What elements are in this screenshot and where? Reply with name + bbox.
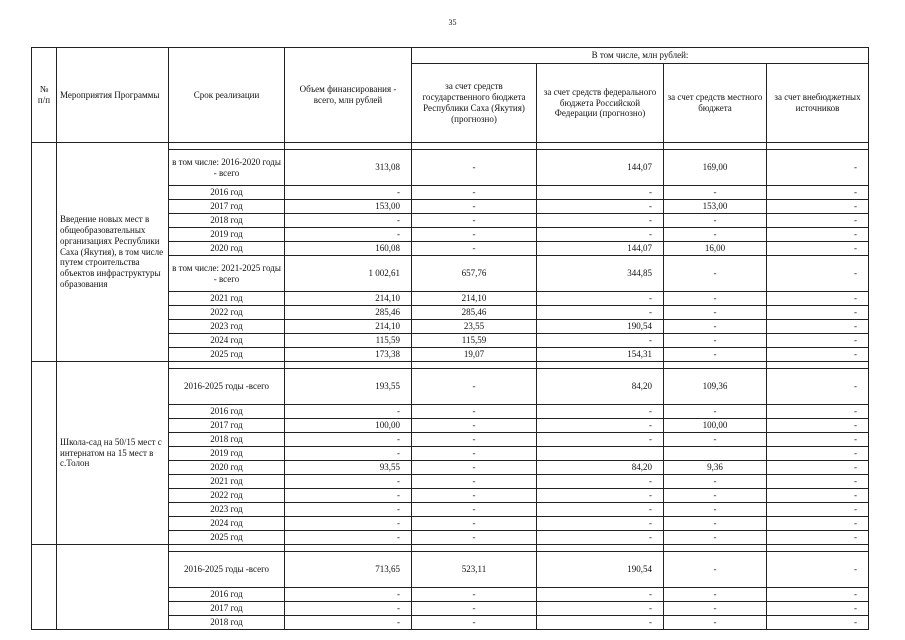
term-cell: 2022 год — [169, 489, 285, 503]
term-cell: 2024 год — [169, 334, 285, 348]
term-cell: в том числе: 2016-2020 годы - всего — [169, 150, 285, 186]
row-number-cell — [32, 545, 57, 630]
extra-budget-cell: - — [767, 348, 869, 362]
total-cell: 93,55 — [285, 461, 412, 475]
page-number: 35 — [448, 18, 457, 27]
federal-budget-cell: 190,54 — [537, 552, 664, 588]
term-cell: 2021 год — [169, 475, 285, 489]
term-cell: 2017 год — [169, 200, 285, 214]
extra-budget-cell: - — [767, 242, 869, 256]
spacer-cell — [767, 143, 869, 150]
total-cell: 214,10 — [285, 320, 412, 334]
total-cell: 713,65 — [285, 552, 412, 588]
federal-budget-cell: - — [537, 292, 664, 306]
total-cell: - — [285, 228, 412, 242]
spacer-cell — [537, 362, 664, 369]
extra-budget-cell: - — [767, 186, 869, 200]
local-budget-cell: 9,36 — [664, 461, 767, 475]
federal-budget-cell: - — [537, 531, 664, 545]
federal-budget-cell: - — [537, 405, 664, 419]
extra-budget-cell: - — [767, 334, 869, 348]
federal-budget-cell: - — [537, 517, 664, 531]
total-cell: 173,38 — [285, 348, 412, 362]
federal-budget-cell: - — [537, 419, 664, 433]
header-state-budget: за счет средств государственного бюджета Республики Саха (Якутия) (прогнозно) — [412, 64, 537, 143]
total-cell: - — [285, 447, 412, 461]
local-budget-cell: - — [664, 405, 767, 419]
local-budget-cell: - — [664, 348, 767, 362]
extra-budget-cell: - — [767, 489, 869, 503]
state-budget-cell: - — [412, 588, 537, 602]
term-cell: 2023 год — [169, 320, 285, 334]
term-cell: 2017 год — [169, 602, 285, 616]
header-extra-budget: за счет внебюджетных источников — [767, 64, 869, 143]
term-cell: 2016 год — [169, 588, 285, 602]
federal-budget-cell: 84,20 — [537, 369, 664, 405]
spacer-cell — [285, 362, 412, 369]
extra-budget-cell: - — [767, 228, 869, 242]
spacer-cell — [537, 545, 664, 552]
spacer-cell — [285, 545, 412, 552]
local-budget-cell: - — [664, 306, 767, 320]
state-budget-cell: - — [412, 419, 537, 433]
extra-budget-cell: - — [767, 461, 869, 475]
financing-table — [31, 47, 869, 630]
total-cell: 214,10 — [285, 292, 412, 306]
local-budget-cell: 169,00 — [664, 150, 767, 186]
term-cell: 2025 год — [169, 348, 285, 362]
event-name-cell: Введение новых мест в общеобразовательных организациях Республики Саха (Якутия), в том числе путем строительства объектов инфраструктуры образования — [57, 143, 169, 362]
state-budget-cell: 115,59 — [412, 334, 537, 348]
extra-budget-cell: - — [767, 447, 869, 461]
total-cell: - — [285, 214, 412, 228]
state-budget-cell: - — [412, 214, 537, 228]
total-cell: - — [285, 602, 412, 616]
total-cell: 193,55 — [285, 369, 412, 405]
extra-budget-cell: - — [767, 369, 869, 405]
local-budget-cell: - — [664, 489, 767, 503]
extra-budget-cell: - — [767, 433, 869, 447]
row-number-cell — [32, 362, 57, 545]
state-budget-cell: - — [412, 531, 537, 545]
header-event: Мероприятия Программы — [57, 48, 169, 143]
header-local-budget: за счет средств местного бюджета — [664, 64, 767, 143]
state-budget-cell: 523,11 — [412, 552, 537, 588]
term-cell: 2016-2025 годы -всего — [169, 552, 285, 588]
local-budget-cell: - — [664, 292, 767, 306]
event-name-cell: Школа-сад на 50/15 мест с интернатом на 15 мест в с.Толон — [57, 362, 169, 545]
term-cell: 2025 год — [169, 531, 285, 545]
extra-budget-cell: - — [767, 405, 869, 419]
local-budget-cell: 109,36 — [664, 369, 767, 405]
total-cell: 285,46 — [285, 306, 412, 320]
extra-budget-cell: - — [767, 588, 869, 602]
state-budget-cell: 657,76 — [412, 256, 537, 292]
table-header — [32, 48, 869, 143]
local-budget-cell: - — [664, 433, 767, 447]
state-budget-cell: - — [412, 200, 537, 214]
extra-budget-cell: - — [767, 320, 869, 334]
term-cell: 2019 год — [169, 447, 285, 461]
extra-budget-cell: - — [767, 503, 869, 517]
header-num: № п/п — [32, 48, 57, 143]
spacer-cell — [767, 362, 869, 369]
term-cell: 2017 год — [169, 419, 285, 433]
spacer-cell — [412, 362, 537, 369]
local-budget-cell: - — [664, 214, 767, 228]
total-cell: - — [285, 588, 412, 602]
extra-budget-cell: - — [767, 552, 869, 588]
local-budget-cell: 100,00 — [664, 419, 767, 433]
spacer-cell — [169, 143, 285, 150]
local-budget-cell: - — [664, 517, 767, 531]
spacer-cell — [412, 143, 537, 150]
federal-budget-cell: - — [537, 200, 664, 214]
term-cell: 2019 год — [169, 228, 285, 242]
federal-budget-cell: - — [537, 602, 664, 616]
extra-budget-cell: - — [767, 150, 869, 186]
row-number-cell — [32, 143, 57, 362]
extra-budget-cell: - — [767, 419, 869, 433]
state-budget-cell: - — [412, 503, 537, 517]
term-cell: 2018 год — [169, 433, 285, 447]
state-budget-cell: - — [412, 228, 537, 242]
spacer-cell — [169, 362, 285, 369]
federal-budget-cell: - — [537, 503, 664, 517]
event-name-cell — [57, 545, 169, 630]
federal-budget-cell: - — [537, 616, 664, 630]
total-cell: - — [285, 405, 412, 419]
total-cell: - — [285, 186, 412, 200]
extra-budget-cell: - — [767, 292, 869, 306]
local-budget-cell: - — [664, 320, 767, 334]
group-spacer-row — [32, 545, 869, 552]
local-budget-cell: - — [664, 602, 767, 616]
local-budget-cell: - — [664, 503, 767, 517]
term-cell: в том числе: 2021-2025 годы - всего — [169, 256, 285, 292]
spacer-cell — [664, 143, 767, 150]
state-budget-cell: - — [412, 150, 537, 186]
state-budget-cell: - — [412, 433, 537, 447]
federal-budget-cell: - — [537, 228, 664, 242]
term-cell: 2022 год — [169, 306, 285, 320]
state-budget-cell: - — [412, 186, 537, 200]
term-cell: 2018 год — [169, 616, 285, 630]
local-budget-cell: - — [664, 256, 767, 292]
state-budget-cell: - — [412, 517, 537, 531]
local-budget-cell: - — [664, 531, 767, 545]
state-budget-cell: 19,07 — [412, 348, 537, 362]
total-cell: - — [285, 475, 412, 489]
federal-budget-cell: - — [537, 186, 664, 200]
local-budget-cell: 16,00 — [664, 242, 767, 256]
extra-budget-cell: - — [767, 616, 869, 630]
extra-budget-cell: - — [767, 306, 869, 320]
federal-budget-cell: - — [537, 334, 664, 348]
state-budget-cell: 214,10 — [412, 292, 537, 306]
header-including: В том числе, млн рублей: — [412, 48, 869, 64]
total-cell: - — [285, 433, 412, 447]
local-budget-cell: - — [664, 334, 767, 348]
term-cell: 2020 год — [169, 461, 285, 475]
extra-budget-cell: - — [767, 256, 869, 292]
group-spacer-row — [32, 362, 869, 369]
total-cell: 313,08 — [285, 150, 412, 186]
total-cell: - — [285, 503, 412, 517]
federal-budget-cell: 144,07 — [537, 242, 664, 256]
federal-budget-cell: - — [537, 214, 664, 228]
total-cell: 1 002,61 — [285, 256, 412, 292]
federal-budget-cell — [537, 447, 664, 461]
federal-budget-cell: 154,31 — [537, 348, 664, 362]
local-budget-cell: - — [664, 186, 767, 200]
header-volume: Объем финансирования - всего, млн рублей — [285, 48, 412, 143]
state-budget-cell: - — [412, 461, 537, 475]
local-budget-cell — [664, 447, 767, 461]
federal-budget-cell: - — [537, 588, 664, 602]
spacer-cell — [537, 143, 664, 150]
term-cell: 2021 год — [169, 292, 285, 306]
state-budget-cell: - — [412, 242, 537, 256]
term-cell: 2020 год — [169, 242, 285, 256]
federal-budget-cell: 190,54 — [537, 320, 664, 334]
spacer-cell — [767, 545, 869, 552]
total-cell: 100,00 — [285, 419, 412, 433]
term-cell: 2016-2025 годы -всего — [169, 369, 285, 405]
state-budget-cell: - — [412, 475, 537, 489]
state-budget-cell: - — [412, 369, 537, 405]
group-spacer-row — [32, 143, 869, 150]
federal-budget-cell: 144,07 — [537, 150, 664, 186]
extra-budget-cell: - — [767, 531, 869, 545]
state-budget-cell: - — [412, 616, 537, 630]
total-cell: - — [285, 616, 412, 630]
total-cell: 153,00 — [285, 200, 412, 214]
federal-budget-cell: 84,20 — [537, 461, 664, 475]
term-cell: 2024 год — [169, 517, 285, 531]
local-budget-cell: - — [664, 616, 767, 630]
extra-budget-cell: - — [767, 602, 869, 616]
federal-budget-cell: - — [537, 475, 664, 489]
extra-budget-cell: - — [767, 517, 869, 531]
state-budget-cell: - — [412, 405, 537, 419]
federal-budget-cell: - — [537, 433, 664, 447]
local-budget-cell: - — [664, 228, 767, 242]
extra-budget-cell: - — [767, 475, 869, 489]
local-budget-cell: 153,00 — [664, 200, 767, 214]
spacer-cell — [412, 545, 537, 552]
total-cell: - — [285, 489, 412, 503]
term-cell: 2023 год — [169, 503, 285, 517]
spacer-cell — [285, 143, 412, 150]
header-term: Срок реализации — [169, 48, 285, 143]
total-cell: - — [285, 531, 412, 545]
state-budget-cell: 23,55 — [412, 320, 537, 334]
term-cell: 2016 год — [169, 186, 285, 200]
extra-budget-cell: - — [767, 214, 869, 228]
total-cell: - — [285, 517, 412, 531]
header-federal-budget: за счет средств федерального бюджета Российской Федерации (прогнозно) — [537, 64, 664, 143]
state-budget-cell: - — [412, 447, 537, 461]
federal-budget-cell: 344,85 — [537, 256, 664, 292]
total-cell: 115,59 — [285, 334, 412, 348]
local-budget-cell: - — [664, 588, 767, 602]
state-budget-cell: - — [412, 489, 537, 503]
total-cell: 160,08 — [285, 242, 412, 256]
spacer-cell — [169, 545, 285, 552]
term-cell: 2016 год — [169, 405, 285, 419]
term-cell: 2018 год — [169, 214, 285, 228]
state-budget-cell: - — [412, 602, 537, 616]
spacer-cell — [664, 545, 767, 552]
extra-budget-cell: - — [767, 200, 869, 214]
local-budget-cell: - — [664, 552, 767, 588]
table-body — [32, 143, 869, 630]
state-budget-cell: 285,46 — [412, 306, 537, 320]
local-budget-cell: - — [664, 475, 767, 489]
federal-budget-cell: - — [537, 489, 664, 503]
federal-budget-cell: - — [537, 306, 664, 320]
spacer-cell — [664, 362, 767, 369]
